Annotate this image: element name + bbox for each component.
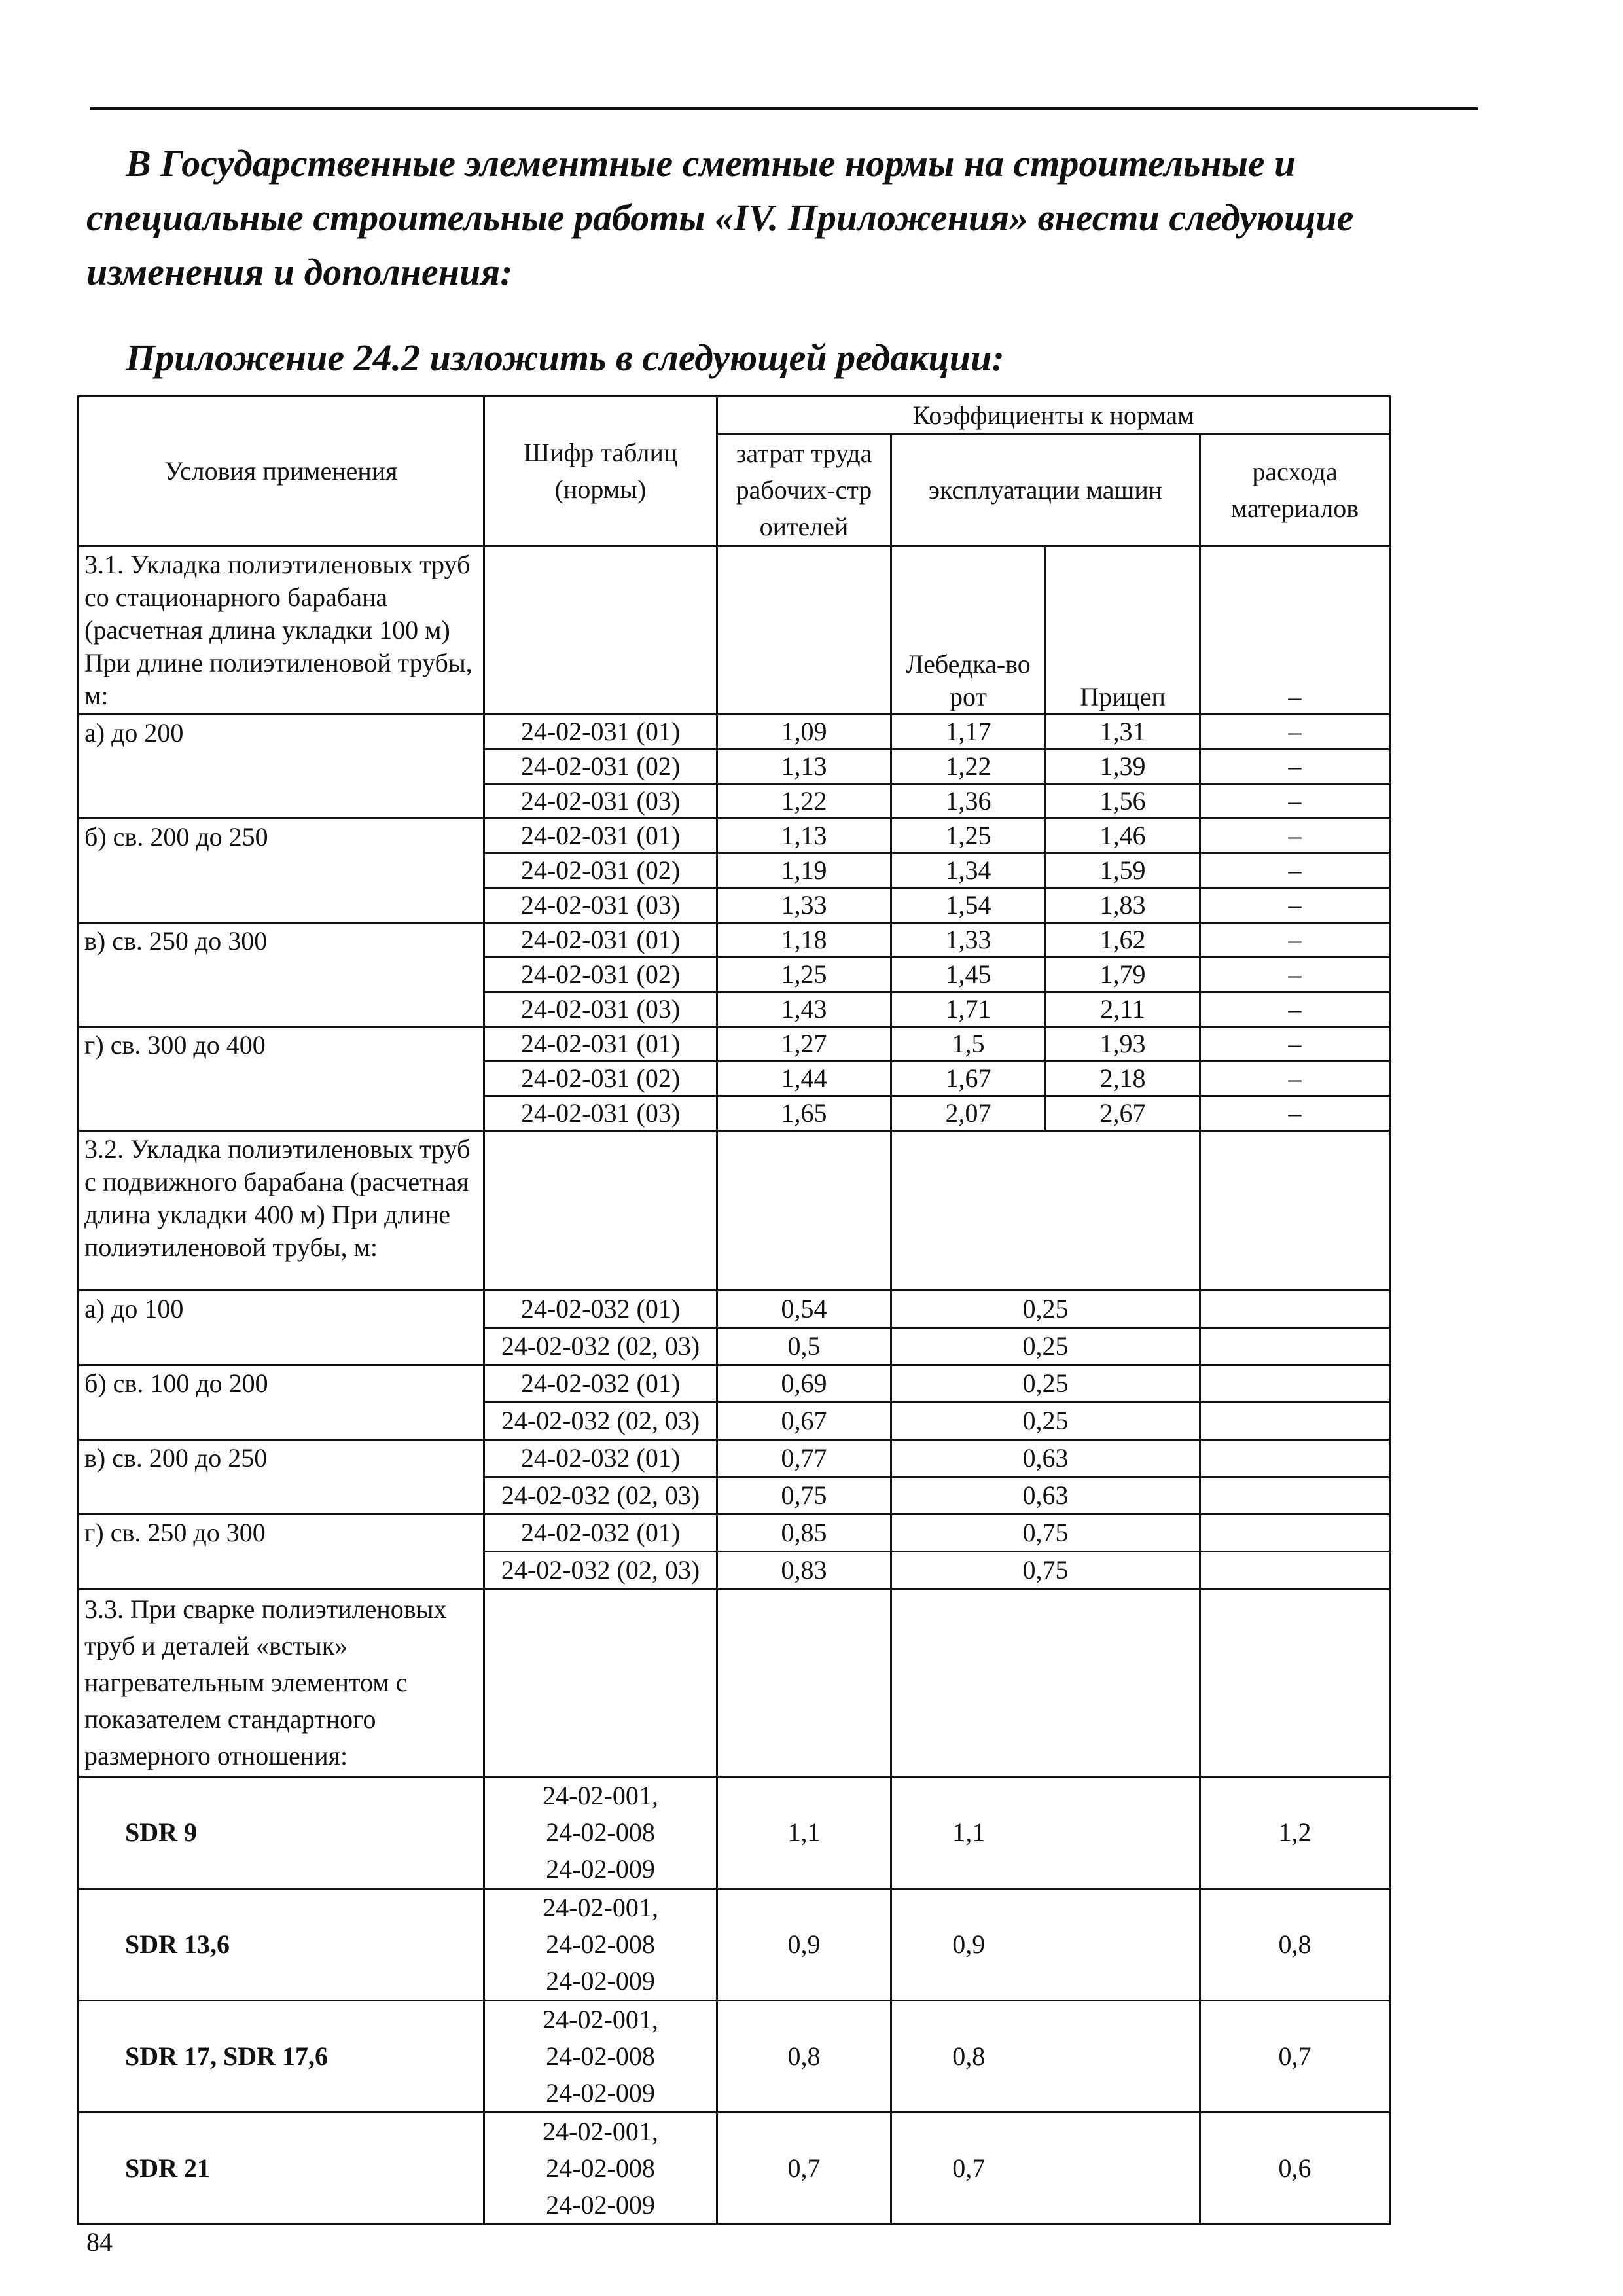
materials-coeff-cell [1200, 1291, 1390, 1328]
machines-coeff-cell: 0,25 [891, 1291, 1200, 1328]
header-code: Шифр таблиц (нормы) [484, 397, 717, 547]
machines-coeff-cell: 0,7 [891, 2113, 1046, 2225]
labor-coeff-cell: 1,13 [717, 749, 891, 784]
table-code-cell: 24-02-031 (01) [484, 819, 717, 853]
empty-cell [1200, 1131, 1390, 1291]
labor-coeff-cell: 1,18 [717, 923, 891, 958]
materials-coeff-cell [1200, 1440, 1390, 1477]
header-labor: затрат труда рабочих-стр оителей [717, 435, 891, 547]
table-code-cell: 24-02-031 (01) [484, 1027, 717, 1062]
machines-coeff-cell: 0,75 [891, 1515, 1200, 1552]
table-code-cell: 24-02-032 (01) [484, 1365, 717, 1403]
empty-cell [484, 1131, 717, 1291]
machine-winch-label: Лебедка-во рот [891, 547, 1046, 715]
trailer-coeff-cell: 1,31 [1046, 715, 1200, 749]
materials-coeff-cell [1200, 1515, 1390, 1552]
table-code-cell: 24-02-031 (01) [484, 715, 717, 749]
labor-coeff-cell: 0,83 [717, 1552, 891, 1589]
materials-coeff-cell [1200, 1365, 1390, 1403]
page-number: 84 [86, 2227, 113, 2257]
labor-coeff-cell: 1,13 [717, 819, 891, 853]
top-rule [90, 107, 1478, 110]
empty-cell [717, 1131, 891, 1291]
table-row [79, 923, 1390, 958]
materials-coeff-cell: – [1200, 784, 1390, 819]
table-header [79, 397, 1390, 547]
labor-coeff-cell: 1,27 [717, 1027, 891, 1062]
materials-coeff-cell [1200, 1328, 1390, 1365]
s32-title: 3.2. Укладка полиэтиленовых труб с подвижного барабана (расчетная длина укладки 400 м) При длине полиэтиленовой трубы, м: [79, 1131, 484, 1291]
header-conditions: Условия применения [79, 397, 484, 547]
labor-coeff-cell: 0,54 [717, 1291, 891, 1328]
empty-cell [1046, 1777, 1200, 1889]
trailer-coeff-cell: 1,56 [1046, 784, 1200, 819]
winch-coeff-cell: 1,22 [891, 749, 1046, 784]
table-code-cell [484, 1889, 717, 2001]
trailer-coeff-cell: 1,83 [1046, 888, 1200, 923]
table-code-cell: 24-02-031 (01) [484, 923, 717, 958]
materials-coeff-cell: 0,8 [1200, 1889, 1390, 2001]
table-code-cell: 24-02-032 (01) [484, 1440, 717, 1477]
empty-cell [1046, 2001, 1200, 2113]
table-code-cell: 24-02-031 (02) [484, 958, 717, 992]
code-line: 24-02-008 [546, 1929, 655, 1959]
sdr-label: SDR 13,6 [79, 1889, 484, 2001]
s31-materials-dash: – [1200, 547, 1390, 715]
machine-trailer-label: Прицеп [1046, 547, 1200, 715]
labor-coeff-cell: 1,44 [717, 1062, 891, 1096]
winch-coeff-cell: 1,54 [891, 888, 1046, 923]
machines-coeff-cell: 0,75 [891, 1552, 1200, 1589]
winch-coeff-cell: 1,34 [891, 853, 1046, 888]
machines-coeff-cell: 0,8 [891, 2001, 1046, 2113]
table-row [79, 1291, 1390, 1328]
materials-coeff-cell: – [1200, 888, 1390, 923]
labor-coeff-cell: 1,43 [717, 992, 891, 1027]
table-code-cell: 24-02-031 (02) [484, 853, 717, 888]
labor-coeff-cell: 0,8 [717, 2001, 891, 2113]
table-code-cell: 24-02-031 (03) [484, 1096, 717, 1131]
table-code-cell: 24-02-031 (02) [484, 1062, 717, 1096]
table-row [79, 1889, 1390, 2001]
empty-cell [484, 1589, 717, 1777]
section-3-1 [79, 547, 1390, 1131]
row-group-label: в) св. 250 до 300 [79, 923, 484, 1027]
machines-coeff-cell: 0,63 [891, 1440, 1200, 1477]
machines-coeff-cell: 1,1 [891, 1777, 1046, 1889]
table-code-cell [484, 2113, 717, 2225]
labor-coeff-cell: 0,85 [717, 1515, 891, 1552]
table-row [79, 2001, 1390, 2113]
trailer-coeff-cell: 1,79 [1046, 958, 1200, 992]
appendix-heading: Приложение 24.2 изложить в следующей редакции: [126, 336, 1005, 379]
row-group-label: б) св. 200 до 250 [79, 819, 484, 923]
materials-coeff-cell: 1,2 [1200, 1777, 1390, 1889]
trailer-coeff-cell: 2,18 [1046, 1062, 1200, 1096]
sdr-label: SDR 9 [79, 1777, 484, 1889]
labor-coeff-cell: 1,65 [717, 1096, 891, 1131]
trailer-coeff-cell: 1,59 [1046, 853, 1200, 888]
winch-coeff-cell: 1,67 [891, 1062, 1046, 1096]
table-code-cell: 24-02-032 (01) [484, 1291, 717, 1328]
materials-coeff-cell: – [1200, 819, 1390, 853]
materials-coeff-cell: – [1200, 749, 1390, 784]
trailer-coeff-cell: 1,93 [1046, 1027, 1200, 1062]
empty-cell [1200, 1589, 1390, 1777]
code-line: 24-02-001, [543, 1893, 658, 1922]
labor-coeff-cell: 1,22 [717, 784, 891, 819]
materials-coeff-cell: – [1200, 923, 1390, 958]
code-line: 24-02-001, [543, 2117, 658, 2146]
empty-cell [891, 1131, 1200, 1291]
header-machines: эксплуатации машин [891, 435, 1200, 547]
code-line: 24-02-008 [546, 2041, 655, 2071]
code-line: 24-02-008 [546, 1818, 655, 1847]
materials-coeff-cell [1200, 1552, 1390, 1589]
row-group-label: а) до 200 [79, 715, 484, 819]
labor-coeff-cell: 0,7 [717, 2113, 891, 2225]
table-row [79, 1777, 1390, 1889]
table-code-cell: 24-02-031 (03) [484, 784, 717, 819]
table-row [79, 715, 1390, 749]
labor-coeff-cell: 0,67 [717, 1403, 891, 1440]
labor-coeff-cell: 1,1 [717, 1777, 891, 1889]
winch-coeff-cell: 1,17 [891, 715, 1046, 749]
labor-coeff-cell: 0,77 [717, 1440, 891, 1477]
intro-paragraph: В Государственные элементные сметные нормы на строительные и специальные строительные работы «IV. Приложения» внести следующие изменения и дополнения: [86, 142, 1354, 293]
materials-coeff-cell: – [1200, 1062, 1390, 1096]
trailer-coeff-cell: 2,11 [1046, 992, 1200, 1027]
winch-coeff-cell: 1,25 [891, 819, 1046, 853]
machines-coeff-cell: 0,63 [891, 1477, 1200, 1515]
machines-coeff-cell: 0,9 [891, 1889, 1046, 2001]
table-code-cell: 24-02-031 (03) [484, 992, 717, 1027]
winch-coeff-cell: 1,5 [891, 1027, 1046, 1062]
table-code-cell: 24-02-032 (02, 03) [484, 1403, 717, 1440]
table-row [79, 2113, 1390, 2225]
winch-coeff-cell: 1,71 [891, 992, 1046, 1027]
materials-coeff-cell [1200, 1403, 1390, 1440]
row-group-label: г) св. 250 до 300 [79, 1515, 484, 1589]
table-row [79, 1440, 1390, 1477]
table-code-cell: 24-02-032 (02, 03) [484, 1328, 717, 1365]
code-line: 24-02-009 [546, 1854, 655, 1884]
labor-coeff-cell: 0,69 [717, 1365, 891, 1403]
sdr-label: SDR 21 [79, 2113, 484, 2225]
section-3-3 [79, 1589, 1390, 2225]
trailer-coeff-cell: 1,62 [1046, 923, 1200, 958]
materials-coeff-cell: – [1200, 853, 1390, 888]
machines-coeff-cell: 0,25 [891, 1403, 1200, 1440]
row-group-label: в) св. 200 до 250 [79, 1440, 484, 1515]
labor-coeff-cell: 1,25 [717, 958, 891, 992]
materials-coeff-cell: – [1200, 1027, 1390, 1062]
materials-coeff-cell: 0,6 [1200, 2113, 1390, 2225]
empty-cell [717, 1589, 891, 1777]
empty-cell [717, 547, 891, 715]
materials-coeff-cell [1200, 1477, 1390, 1515]
materials-coeff-cell: – [1200, 992, 1390, 1027]
table-code-cell: 24-02-031 (02) [484, 749, 717, 784]
table-code-cell: 24-02-032 (02, 03) [484, 1552, 717, 1589]
row-group-label: а) до 100 [79, 1291, 484, 1365]
materials-coeff-cell: – [1200, 715, 1390, 749]
table-row [79, 1365, 1390, 1403]
winch-coeff-cell: 1,45 [891, 958, 1046, 992]
materials-coeff-cell: – [1200, 1096, 1390, 1131]
table-row [79, 1515, 1390, 1552]
labor-coeff-cell: 1,19 [717, 853, 891, 888]
labor-coeff-cell: 0,5 [717, 1328, 891, 1365]
labor-coeff-cell: 0,75 [717, 1477, 891, 1515]
machines-coeff-cell: 0,25 [891, 1365, 1200, 1403]
s31-title: 3.1. Укладка полиэтиленовых труб со стационарного барабана (расчетная длина укладки 100 м) При длине полиэтиленовой трубы, м: [79, 547, 484, 715]
machines-coeff-cell: 0,25 [891, 1328, 1200, 1365]
code-line: 24-02-008 [546, 2153, 655, 2183]
header-coeff-group: Коэффициенты к нормам [717, 397, 1390, 435]
winch-coeff-cell: 2,07 [891, 1096, 1046, 1131]
coefficients-table [77, 395, 1391, 2225]
code-line: 24-02-009 [546, 1966, 655, 1996]
section-3-2 [79, 1131, 1390, 1589]
table-row [79, 1027, 1390, 1062]
labor-coeff-cell: 1,09 [717, 715, 891, 749]
table-row [79, 819, 1390, 853]
labor-coeff-cell: 0,9 [717, 1889, 891, 2001]
trailer-coeff-cell: 2,67 [1046, 1096, 1200, 1131]
sdr-label: SDR 17, SDR 17,6 [79, 2001, 484, 2113]
table-code-cell [484, 1777, 717, 1889]
materials-coeff-cell: 0,7 [1200, 2001, 1390, 2113]
empty-cell [1046, 2113, 1200, 2225]
table-code-cell: 24-02-032 (01) [484, 1515, 717, 1552]
trailer-coeff-cell: 1,46 [1046, 819, 1200, 853]
code-line: 24-02-001, [543, 1781, 658, 1810]
table-code-cell: 24-02-032 (02, 03) [484, 1477, 717, 1515]
code-line: 24-02-009 [546, 2078, 655, 2108]
empty-cell [891, 1589, 1200, 1777]
header-materials: расхода материалов [1200, 435, 1390, 547]
winch-coeff-cell: 1,36 [891, 784, 1046, 819]
empty-cell [484, 547, 717, 715]
s33-title: 3.3. При сварке полиэтиленовых труб и деталей «встык» нагревательным элементом с показателем стандартного размерного отношения: [79, 1589, 484, 1777]
code-line: 24-02-009 [546, 2190, 655, 2219]
materials-coeff-cell: – [1200, 958, 1390, 992]
labor-coeff-cell: 1,33 [717, 888, 891, 923]
table-code-cell [484, 2001, 717, 2113]
row-group-label: г) св. 300 до 400 [79, 1027, 484, 1131]
trailer-coeff-cell: 1,39 [1046, 749, 1200, 784]
row-group-label: б) св. 100 до 200 [79, 1365, 484, 1440]
table-code-cell: 24-02-031 (03) [484, 888, 717, 923]
code-line: 24-02-001, [543, 2005, 658, 2034]
winch-coeff-cell: 1,33 [891, 923, 1046, 958]
empty-cell [1046, 1889, 1200, 2001]
